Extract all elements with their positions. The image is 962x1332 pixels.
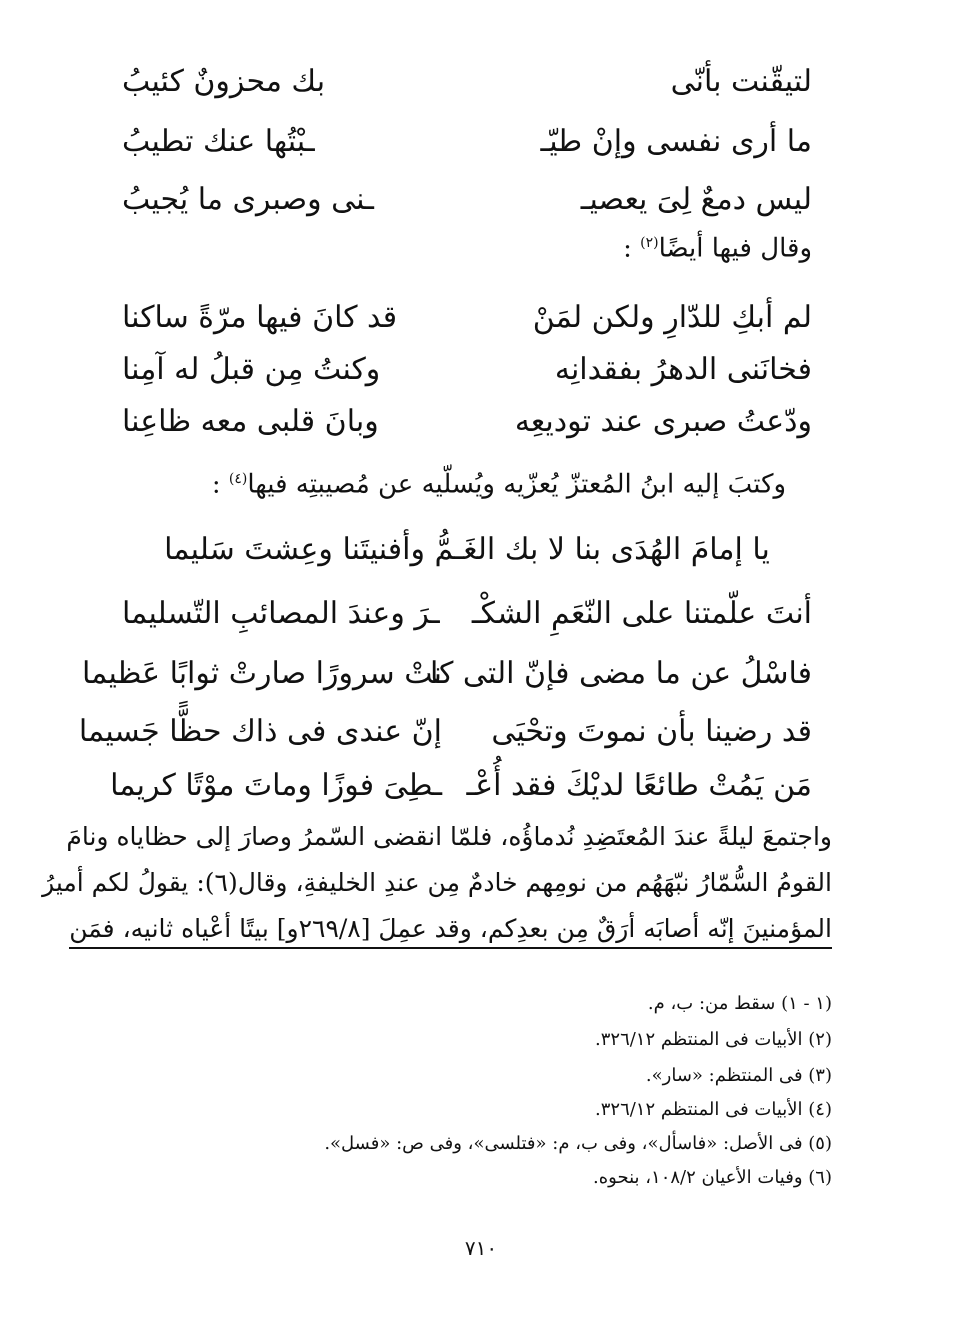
first-hemistich: مَن يَمُتْ طائعًا لديْكَ فقد أُعْـ <box>466 768 812 803</box>
first-hemistich: قد رضينا بأن نموتَ وتحْيَى <box>491 714 812 749</box>
second-hemistich <box>122 402 442 442</box>
first-hemistich: فاسْلُ عن ما مضى فإنّ التى كا <box>429 656 812 691</box>
second-hemistich: نتْ سرورًا صارتْ ثوابًا عَظيما <box>81 656 442 691</box>
second-hemistich: بك محزونٌ كئيبُ <box>122 64 326 99</box>
first-hemistich: لم أبكِ للدّارِ ولكن لمَنْ <box>532 300 812 335</box>
second-hemistich: ـطِىَ فوزًا وماتَ موْتًا كريما <box>110 768 442 803</box>
first-hemistich: أنتَ علّمتنا على النّعَمِ الشكْـ <box>471 596 812 631</box>
verse-single-line: يا إمامَ الهُدَى بنا لا بك الغَـمُّ وأفنيتَنا وعِشتَ سَليما <box>164 532 770 567</box>
footnote: (٦) وفيات الأعيان ١٠٨/٢، بنحوه. <box>593 1167 832 1188</box>
poem-intro: وقال فيها أيضًا$^{(٢)}$ : <box>623 233 812 264</box>
second-hemistich: ـبْتُها عنك تطيبُ <box>122 124 315 159</box>
first-hemistich: ما أرى نفسى وإنْ طيّـ <box>540 124 812 159</box>
footnote: (٣) فى المنتظم: «سار». <box>645 1065 832 1086</box>
prose-line: واجتمعَ ليلةً عندَ المُعتَضِدِ نُدماؤُه، فلمّا انقضى السّمرُ وصارَ إلى حظاياه ونامَ <box>66 822 832 851</box>
prose-line: القومُ السُّمّارُ نبّهَهُم من نومِهم خادمٌ مِن عندِ الخليفةِ، وقال(٦): يقولُ لكم أميرُ <box>42 868 832 897</box>
first-hemistich: فخانَنى الدهرُ بفقدانِه <box>554 352 812 387</box>
first-hemistich: ودّعتُ صبرى عند توديعِه <box>514 404 812 439</box>
footnote-ref: (٢) <box>640 235 659 251</box>
footnote-ref: (٤) <box>228 471 248 487</box>
second-hemistich-text: وبانَ قلبى معه ظاعِنا <box>122 404 379 439</box>
second-hemistich: ـرَ وعندَ المصائبِ التّسليما <box>122 596 440 631</box>
intro-text: وكتبَ إليه ابنُ المُعتزّ يُعزّيه ويُسلّيه عن مُصيبتِه فيها <box>247 469 786 500</box>
second-hemistich: ـنى وصبرى ما يُجيبُ <box>122 182 374 217</box>
first-hemistich: لتيقّنت بأنّى <box>670 64 812 99</box>
second-hemistich: وكنتُ مِن قبلُ له آمِنا <box>122 352 381 387</box>
page-number: ٧١٠ <box>464 1236 498 1260</box>
poem-intro: وكتبَ إليه ابنُ المُعتزّ يُعزّيه ويُسلّيه عن مُصيبتِه فيها$^{(٤)}$ : <box>211 469 786 500</box>
footnote: (١ - ١) سقط من: ب، م. <box>647 993 832 1014</box>
footnote: (٥) فى الأصل: «فاسأل»، وفى ب، م: «فتلسى»، وفى ص: «فسل». <box>324 1133 832 1154</box>
footnote: (٢) الأبيات فى المنتظم ٣٢٦/١٢. <box>595 1029 832 1050</box>
footnote: (٤) الأبيات فى المنتظم ٣٢٦/١٢. <box>595 1099 832 1120</box>
first-hemistich: ليس دمعٌ لِىَ يعصيـ <box>580 182 812 217</box>
intro-text: وقال فيها أيضًا <box>658 233 812 264</box>
underlined-text: المؤمنينَ إنّه أصابَه أرَقٌ مِن بعدِكم، وقد عمِلَ [٢٦٩/٨و] بيتًا أعْياه ثانيه، فمَن <box>69 914 832 949</box>
second-hemistich: إنّ عندى فى ذاك حظًّا جَسيما <box>78 714 442 749</box>
prose-line <box>69 912 832 946</box>
second-hemistich: قد كانَ فيها مرّةً ساكنا <box>122 300 398 335</box>
